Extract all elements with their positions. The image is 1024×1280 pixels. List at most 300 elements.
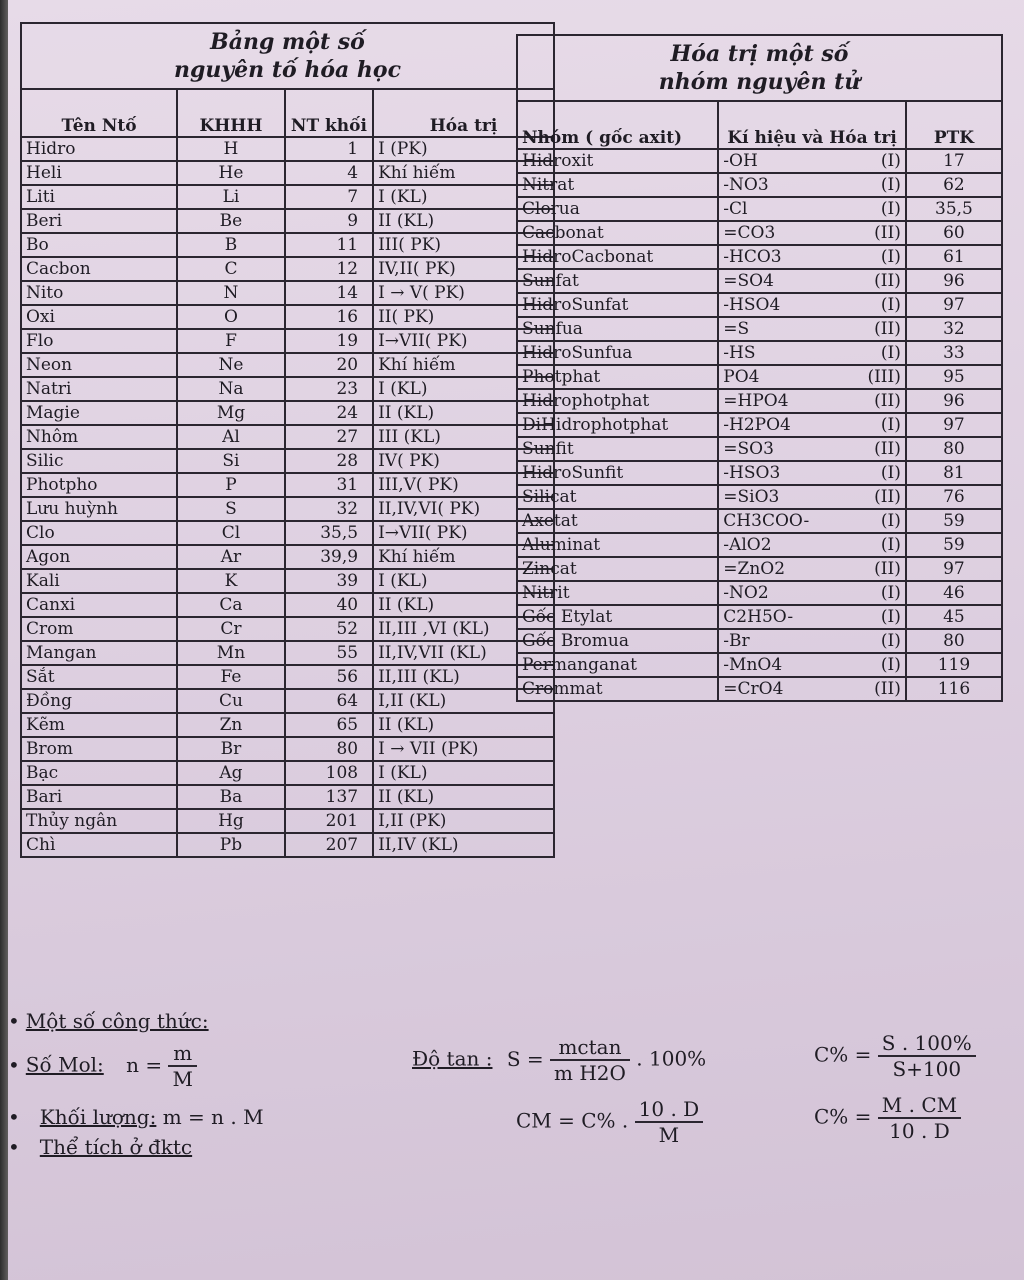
element-name: Sắt bbox=[21, 665, 177, 689]
group-row bbox=[517, 533, 1002, 557]
group-name: Aluminat bbox=[517, 533, 718, 557]
header-symbol: KHHH bbox=[177, 89, 285, 137]
group-row bbox=[517, 509, 1002, 533]
element-row bbox=[21, 737, 554, 761]
group-symbol-valence-wrap bbox=[723, 390, 901, 412]
group-molar-mass: 60 bbox=[906, 221, 1002, 245]
mol-lhs: n = bbox=[126, 1052, 163, 1077]
group-symbol-valence bbox=[718, 485, 906, 509]
element-valence: II (KL) bbox=[373, 593, 554, 617]
mass-formula bbox=[8, 1105, 264, 1129]
formulas-heading bbox=[8, 1009, 209, 1033]
element-atomic-mass: 39,9 bbox=[285, 545, 373, 569]
group-row bbox=[517, 389, 1002, 413]
element-valence: I (PK) bbox=[373, 137, 554, 161]
group-symbol-valence-wrap bbox=[723, 222, 901, 244]
element-symbol: F bbox=[177, 329, 285, 353]
mol-formula bbox=[8, 1041, 197, 1091]
group-molar-mass: 76 bbox=[906, 485, 1002, 509]
elements-table bbox=[20, 22, 555, 858]
element-name: Nhôm bbox=[21, 425, 177, 449]
group-row bbox=[517, 557, 1002, 581]
printed-sheet bbox=[8, 0, 1024, 1280]
percent-from-molarity-formula bbox=[814, 1093, 961, 1143]
element-symbol: Hg bbox=[177, 809, 285, 833]
group-valence: (I) bbox=[880, 295, 901, 315]
group-symbol: -Br bbox=[723, 631, 750, 651]
element-symbol: C bbox=[177, 257, 285, 281]
element-valence: II,IV (KL) bbox=[373, 833, 554, 857]
element-atomic-mass: 23 bbox=[285, 377, 373, 401]
group-name: HidroSunfat bbox=[517, 293, 718, 317]
group-molar-mass: 17 bbox=[906, 149, 1002, 173]
group-valence: (II) bbox=[874, 487, 901, 507]
group-molar-mass: 59 bbox=[906, 533, 1002, 557]
element-name: Magie bbox=[21, 401, 177, 425]
percent2-lhs: C% = bbox=[814, 1104, 872, 1129]
group-symbol-valence-wrap bbox=[723, 150, 901, 172]
element-atomic-mass: 207 bbox=[285, 833, 373, 857]
group-molar-mass: 96 bbox=[906, 269, 1002, 293]
group-name: Axetat bbox=[517, 509, 718, 533]
element-name: Agon bbox=[21, 545, 177, 569]
group-name: Gốc Bromua bbox=[517, 629, 718, 653]
element-symbol: Cl bbox=[177, 521, 285, 545]
group-valence: (I) bbox=[880, 247, 901, 267]
element-name: Thủy ngân bbox=[21, 809, 177, 833]
header-group: Nhóm ( gốc axit) bbox=[517, 101, 718, 149]
element-valence: II,IV,VI( PK) bbox=[373, 497, 554, 521]
element-valence: I → VII (PK) bbox=[373, 737, 554, 761]
solubility-fraction bbox=[550, 1035, 630, 1085]
element-name: Kali bbox=[21, 569, 177, 593]
element-symbol: Ne bbox=[177, 353, 285, 377]
element-symbol: Ag bbox=[177, 761, 285, 785]
element-symbol: K bbox=[177, 569, 285, 593]
group-molar-mass: 80 bbox=[906, 629, 1002, 653]
group-name: Gốc Etylat bbox=[517, 605, 718, 629]
element-row bbox=[21, 833, 554, 857]
element-symbol: Mn bbox=[177, 641, 285, 665]
groups-title-line2: nhóm nguyên tử bbox=[658, 69, 861, 95]
element-atomic-mass: 55 bbox=[285, 641, 373, 665]
molarity-numerator: 10 . D bbox=[635, 1097, 704, 1123]
element-symbol: Cu bbox=[177, 689, 285, 713]
group-name: HidroSunfit bbox=[517, 461, 718, 485]
group-molar-mass: 35,5 bbox=[906, 197, 1002, 221]
molarity-denominator: M bbox=[658, 1123, 680, 1147]
element-name: Silic bbox=[21, 449, 177, 473]
element-row bbox=[21, 497, 554, 521]
element-row bbox=[21, 785, 554, 809]
element-atomic-mass: 65 bbox=[285, 713, 373, 737]
element-name: Đồng bbox=[21, 689, 177, 713]
element-row bbox=[21, 401, 554, 425]
element-name: Clo bbox=[21, 521, 177, 545]
group-name: Zincat bbox=[517, 557, 718, 581]
element-valence: I (KL) bbox=[373, 185, 554, 209]
group-symbol-valence bbox=[718, 149, 906, 173]
percent-from-solubility-formula bbox=[814, 1031, 976, 1081]
element-row bbox=[21, 569, 554, 593]
group-symbol-valence bbox=[718, 269, 906, 293]
element-symbol: N bbox=[177, 281, 285, 305]
element-row bbox=[21, 425, 554, 449]
mol-numerator: m bbox=[168, 1041, 196, 1067]
element-row bbox=[21, 449, 554, 473]
group-symbol-valence bbox=[718, 581, 906, 605]
group-symbol-valence-wrap bbox=[723, 198, 901, 220]
percent1-lhs: C% = bbox=[814, 1042, 872, 1067]
group-symbol: -AlO2 bbox=[723, 535, 772, 555]
element-valence: II,III ,VI (KL) bbox=[373, 617, 554, 641]
group-valence: (III) bbox=[867, 367, 901, 387]
element-name: Bạc bbox=[21, 761, 177, 785]
group-symbol: =S bbox=[723, 319, 750, 339]
element-atomic-mass: 14 bbox=[285, 281, 373, 305]
percent2-denominator: 10 . D bbox=[889, 1119, 950, 1143]
bullet-icon: • bbox=[8, 1105, 20, 1129]
element-symbol: Li bbox=[177, 185, 285, 209]
group-symbol: -NO3 bbox=[723, 175, 769, 195]
element-name: Nito bbox=[21, 281, 177, 305]
group-symbol-valence-wrap bbox=[723, 534, 901, 556]
group-molar-mass: 46 bbox=[906, 581, 1002, 605]
element-symbol: P bbox=[177, 473, 285, 497]
group-valence: (II) bbox=[874, 559, 901, 579]
mol-denominator: M bbox=[172, 1067, 193, 1091]
percent1-denominator: S+100 bbox=[892, 1057, 962, 1081]
molarity-formula bbox=[516, 1097, 703, 1147]
group-row bbox=[517, 341, 1002, 365]
percent2-numerator: M . CM bbox=[878, 1093, 961, 1119]
element-atomic-mass: 80 bbox=[285, 737, 373, 761]
group-valence: (I) bbox=[880, 535, 901, 555]
group-molar-mass: 32 bbox=[906, 317, 1002, 341]
solubility-label: Độ tan : bbox=[412, 1046, 493, 1071]
element-valence: II (KL) bbox=[373, 785, 554, 809]
element-symbol: Fe bbox=[177, 665, 285, 689]
element-name: Hidro bbox=[21, 137, 177, 161]
element-symbol: Ar bbox=[177, 545, 285, 569]
group-valence: (I) bbox=[880, 655, 901, 675]
element-name: Flo bbox=[21, 329, 177, 353]
group-symbol-valence-wrap bbox=[723, 342, 901, 364]
group-symbol: -Cl bbox=[723, 199, 748, 219]
solubility-tail: . 100% bbox=[636, 1046, 707, 1071]
formulas-section bbox=[8, 1005, 1024, 1205]
element-symbol: Be bbox=[177, 209, 285, 233]
group-symbol-valence-wrap bbox=[723, 174, 901, 196]
groups-table-title bbox=[517, 35, 1002, 101]
group-symbol-valence-wrap bbox=[723, 462, 901, 484]
group-symbol-valence bbox=[718, 293, 906, 317]
volume-label: Thể tích ở đktc bbox=[39, 1135, 193, 1159]
element-atomic-mass: 27 bbox=[285, 425, 373, 449]
solubility-lhs: S = bbox=[506, 1046, 544, 1071]
element-valence: II (KL) bbox=[373, 401, 554, 425]
element-atomic-mass: 64 bbox=[285, 689, 373, 713]
element-name: Oxi bbox=[21, 305, 177, 329]
percent1-fraction bbox=[878, 1031, 976, 1081]
group-row bbox=[517, 629, 1002, 653]
element-atomic-mass: 56 bbox=[285, 665, 373, 689]
group-molar-mass: 119 bbox=[906, 653, 1002, 677]
group-symbol: -H2PO4 bbox=[723, 415, 791, 435]
group-molar-mass: 62 bbox=[906, 173, 1002, 197]
element-atomic-mass: 137 bbox=[285, 785, 373, 809]
element-name: Beri bbox=[21, 209, 177, 233]
group-symbol: =SO3 bbox=[723, 439, 774, 459]
percent2-fraction bbox=[878, 1093, 961, 1143]
mol-fraction bbox=[168, 1041, 196, 1091]
group-row bbox=[517, 149, 1002, 173]
group-symbol-valence bbox=[718, 413, 906, 437]
mass-label: Khối lượng: bbox=[39, 1105, 157, 1129]
group-name: HidroCacbonat bbox=[517, 245, 718, 269]
element-atomic-mass: 12 bbox=[285, 257, 373, 281]
group-valence: (I) bbox=[880, 631, 901, 651]
element-row bbox=[21, 545, 554, 569]
element-row bbox=[21, 809, 554, 833]
element-row bbox=[21, 521, 554, 545]
group-symbol-valence bbox=[718, 557, 906, 581]
group-symbol-valence bbox=[718, 221, 906, 245]
element-valence: I,II (PK) bbox=[373, 809, 554, 833]
element-row bbox=[21, 689, 554, 713]
groups-title-line1: Hóa trị một số bbox=[670, 41, 849, 67]
element-symbol: Br bbox=[177, 737, 285, 761]
element-name: Mangan bbox=[21, 641, 177, 665]
volume-formula bbox=[8, 1135, 192, 1159]
group-name: Cacbonat bbox=[517, 221, 718, 245]
group-name: DiHidrophotphat bbox=[517, 413, 718, 437]
group-row bbox=[517, 221, 1002, 245]
element-atomic-mass: 52 bbox=[285, 617, 373, 641]
element-valence: I,II (KL) bbox=[373, 689, 554, 713]
element-symbol: Mg bbox=[177, 401, 285, 425]
element-valence: III( PK) bbox=[373, 233, 554, 257]
group-valence: (I) bbox=[880, 511, 901, 531]
element-symbol: Zn bbox=[177, 713, 285, 737]
element-symbol: B bbox=[177, 233, 285, 257]
group-symbol: CH3COO- bbox=[723, 511, 810, 531]
header-valence: Hóa trị bbox=[373, 89, 554, 137]
elements-title-line2: nguyên tố hóa học bbox=[174, 57, 401, 83]
element-atomic-mass: 35,5 bbox=[285, 521, 373, 545]
group-molar-mass: 96 bbox=[906, 389, 1002, 413]
group-symbol: -HS bbox=[723, 343, 756, 363]
element-row bbox=[21, 257, 554, 281]
group-molar-mass: 97 bbox=[906, 413, 1002, 437]
element-valence: II,III (KL) bbox=[373, 665, 554, 689]
element-atomic-mass: 31 bbox=[285, 473, 373, 497]
elements-title-line1: Bảng một số bbox=[210, 29, 365, 55]
group-symbol-valence-wrap bbox=[723, 558, 901, 580]
elements-table-title bbox=[21, 23, 554, 89]
group-symbol-valence bbox=[718, 509, 906, 533]
group-molar-mass: 61 bbox=[906, 245, 1002, 269]
group-row bbox=[517, 365, 1002, 389]
group-symbol: C2H5O- bbox=[723, 607, 794, 627]
element-row bbox=[21, 617, 554, 641]
group-valence: (II) bbox=[874, 679, 901, 699]
group-name: HidroSunfua bbox=[517, 341, 718, 365]
group-symbol-valence bbox=[718, 197, 906, 221]
group-symbol: -HSO3 bbox=[723, 463, 781, 483]
group-valence: (I) bbox=[880, 199, 901, 219]
element-symbol: S bbox=[177, 497, 285, 521]
header-atomic-mass: NT khối bbox=[285, 89, 373, 137]
groups-table-body bbox=[517, 149, 1002, 701]
element-name: Lưu huỳnh bbox=[21, 497, 177, 521]
molarity-lhs: CM = C% . bbox=[516, 1108, 629, 1133]
element-symbol: Si bbox=[177, 449, 285, 473]
element-atomic-mass: 201 bbox=[285, 809, 373, 833]
group-valence: (II) bbox=[874, 439, 901, 459]
group-symbol-valence bbox=[718, 605, 906, 629]
group-valence: (II) bbox=[874, 271, 901, 291]
group-molar-mass: 45 bbox=[906, 605, 1002, 629]
group-symbol-valence-wrap bbox=[723, 294, 901, 316]
group-symbol-valence-wrap bbox=[723, 678, 901, 700]
group-molar-mass: 59 bbox=[906, 509, 1002, 533]
group-symbol: -HCO3 bbox=[723, 247, 782, 267]
element-valence: II (KL) bbox=[373, 713, 554, 737]
groups-table bbox=[516, 34, 1003, 702]
element-valence: Khí hiếm bbox=[373, 353, 554, 377]
group-symbol: -MnO4 bbox=[723, 655, 783, 675]
group-row bbox=[517, 653, 1002, 677]
group-symbol-valence bbox=[718, 629, 906, 653]
group-row bbox=[517, 269, 1002, 293]
mass-expr: m = n . M bbox=[162, 1105, 264, 1129]
element-valence: I→VII( PK) bbox=[373, 329, 554, 353]
group-valence: (I) bbox=[880, 343, 901, 363]
group-symbol-valence-wrap bbox=[723, 486, 901, 508]
element-name: Natri bbox=[21, 377, 177, 401]
group-symbol: =CO3 bbox=[723, 223, 776, 243]
group-valence: (I) bbox=[880, 175, 901, 195]
molarity-fraction bbox=[635, 1097, 704, 1147]
element-symbol: Ca bbox=[177, 593, 285, 617]
bullet-icon: • bbox=[8, 1009, 20, 1033]
bullet-icon: • bbox=[8, 1052, 20, 1077]
element-symbol: Cr bbox=[177, 617, 285, 641]
element-symbol: Na bbox=[177, 377, 285, 401]
element-name: Cacbon bbox=[21, 257, 177, 281]
element-symbol: Al bbox=[177, 425, 285, 449]
group-valence: (I) bbox=[880, 583, 901, 603]
group-row bbox=[517, 437, 1002, 461]
group-row bbox=[517, 413, 1002, 437]
group-symbol: =SO4 bbox=[723, 271, 774, 291]
group-name: Sunfua bbox=[517, 317, 718, 341]
group-symbol-valence bbox=[718, 533, 906, 557]
group-name: Nitrat bbox=[517, 173, 718, 197]
group-symbol-valence-wrap bbox=[723, 654, 901, 676]
element-name: Photpho bbox=[21, 473, 177, 497]
element-name: Canxi bbox=[21, 593, 177, 617]
group-symbol-valence bbox=[718, 653, 906, 677]
group-symbol-valence-wrap bbox=[723, 318, 901, 340]
element-atomic-mass: 7 bbox=[285, 185, 373, 209]
element-symbol: Pb bbox=[177, 833, 285, 857]
element-atomic-mass: 108 bbox=[285, 761, 373, 785]
solubility-numerator: mctan bbox=[550, 1035, 630, 1061]
solubility-formula bbox=[412, 1035, 706, 1085]
element-atomic-mass: 40 bbox=[285, 593, 373, 617]
group-symbol: =ZnO2 bbox=[723, 559, 786, 579]
element-valence: III,V( PK) bbox=[373, 473, 554, 497]
group-row bbox=[517, 173, 1002, 197]
group-valence: (II) bbox=[874, 223, 901, 243]
group-name: Sunfat bbox=[517, 269, 718, 293]
group-symbol-valence-wrap bbox=[723, 414, 901, 436]
element-valence: II (KL) bbox=[373, 209, 554, 233]
group-name: Permanganat bbox=[517, 653, 718, 677]
group-row bbox=[517, 317, 1002, 341]
group-name: Clorua bbox=[517, 197, 718, 221]
element-row bbox=[21, 641, 554, 665]
group-molar-mass: 97 bbox=[906, 557, 1002, 581]
bullet-icon: • bbox=[8, 1135, 20, 1159]
group-molar-mass: 33 bbox=[906, 341, 1002, 365]
formulas-heading-text: Một số công thức: bbox=[25, 1009, 209, 1033]
group-symbol-valence bbox=[718, 437, 906, 461]
group-symbol-valence-wrap bbox=[723, 366, 901, 388]
element-row bbox=[21, 713, 554, 737]
element-valence: II( PK) bbox=[373, 305, 554, 329]
group-symbol: -NO2 bbox=[723, 583, 769, 603]
group-valence: (I) bbox=[880, 151, 901, 171]
group-symbol-valence-wrap bbox=[723, 630, 901, 652]
group-symbol-valence-wrap bbox=[723, 606, 901, 628]
group-symbol-valence bbox=[718, 389, 906, 413]
group-row bbox=[517, 461, 1002, 485]
element-name: Chì bbox=[21, 833, 177, 857]
element-row bbox=[21, 761, 554, 785]
group-valence: (II) bbox=[874, 319, 901, 339]
element-row bbox=[21, 593, 554, 617]
group-symbol: PO4 bbox=[723, 367, 760, 387]
percent1-numerator: S . 100% bbox=[878, 1031, 976, 1057]
element-row bbox=[21, 137, 554, 161]
element-name: Crom bbox=[21, 617, 177, 641]
group-name: Hidroxit bbox=[517, 149, 718, 173]
element-row bbox=[21, 185, 554, 209]
elements-table-body bbox=[21, 137, 554, 857]
group-row bbox=[517, 605, 1002, 629]
element-valence: Khí hiếm bbox=[373, 161, 554, 185]
group-symbol-valence bbox=[718, 173, 906, 197]
group-symbol: -HSO4 bbox=[723, 295, 781, 315]
element-name: Brom bbox=[21, 737, 177, 761]
element-atomic-mass: 39 bbox=[285, 569, 373, 593]
group-name: Sunfit bbox=[517, 437, 718, 461]
element-name: Bari bbox=[21, 785, 177, 809]
group-valence: (I) bbox=[880, 607, 901, 627]
group-symbol: =SiO3 bbox=[723, 487, 780, 507]
element-valence: Khí hiếm bbox=[373, 545, 554, 569]
element-atomic-mass: 11 bbox=[285, 233, 373, 257]
group-valence: (I) bbox=[880, 463, 901, 483]
group-symbol-valence bbox=[718, 365, 906, 389]
group-name: Crommat bbox=[517, 677, 718, 701]
group-symbol-valence-wrap bbox=[723, 438, 901, 460]
element-valence: I→VII( PK) bbox=[373, 521, 554, 545]
group-molar-mass: 80 bbox=[906, 437, 1002, 461]
